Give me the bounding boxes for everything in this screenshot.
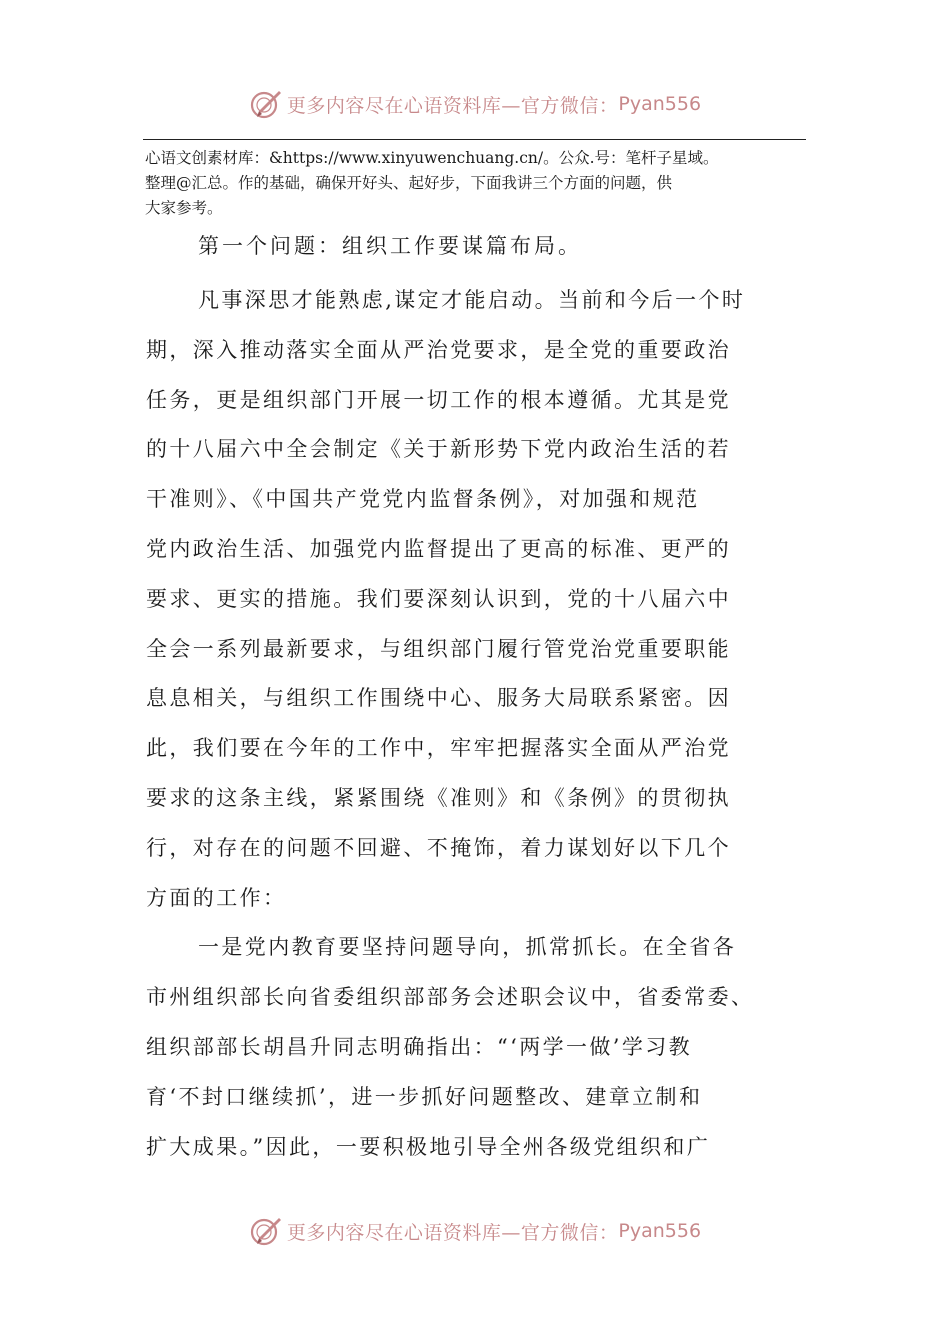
body-line: 行，对存在的问题不回避、不掩饰，着力谋划好以下几个	[146, 835, 731, 860]
body-line: 扩大成果。”因此，一要积极地引导全州各级党组织和广	[146, 1134, 711, 1159]
body-paragraphs	[146, 276, 806, 1172]
footer-banner	[0, 1211, 950, 1251]
body-line: 育‘不封口继续抓’，进一步抓好问题整改、建章立制和	[146, 1084, 703, 1109]
body-line: 任务，更是组织部门开展一切工作的根本遵循。尤其是党	[146, 387, 731, 412]
footer-slogan: 更多内容尽在心语资料库—官方微信：	[286, 1221, 619, 1244]
body-line: 要求、更实的措施。我们要深刻认识到，党的十八届六中	[146, 586, 731, 611]
body-line: 的十八届六中全会制定《关于新形势下党内政治生活的若	[146, 437, 731, 462]
footer-wechat-id: Pyan556	[618, 1220, 702, 1242]
header-banner	[0, 84, 950, 124]
body-line: 息息相关，与组织工作围绕中心、服务大局联系紧密。因	[146, 686, 731, 711]
body-line: 一是党内教育要坚持问题导向，抓常抓长。在全省各	[198, 935, 737, 960]
body-line: 干准则》、《中国共产党党内监督条例》，对加强和规范	[146, 487, 700, 512]
body-line: 市州组织部长向省委组织部部务会述职会议中，省委常委、	[146, 985, 755, 1010]
intro-line: 整理@汇总。作的基础，确保开好头、起好步，下面我讲三个方面的问题，供	[145, 174, 673, 192]
intro-line: 心语文创素材库：&https://www.xinyuwenchuang.cn/。公众.号：笔杆子星域。	[145, 149, 719, 167]
body-line: 凡事深思才能熟虑,谋定才能启动。当前和今后一个时	[198, 288, 746, 312]
body-line: 方面的工作：	[146, 885, 287, 910]
header-slogan: 更多内容尽在心语资料库—官方微信：	[286, 94, 619, 117]
body-line: 党内政治生活、加强党内监督提出了更高的标准、更严的	[146, 536, 731, 561]
header-wechat-id: Pyan556	[618, 93, 702, 115]
section-heading: 第一个问题：组织工作要谋篇布局。	[198, 234, 582, 258]
body-line: 组织部部长胡昌升同志明确指出：“‘两学一做’学习教	[146, 1034, 693, 1059]
pen-seal-icon	[249, 87, 283, 121]
body-line: 期，深入推动落实全面从严治党要求，是全党的重要政治	[146, 337, 731, 362]
intro-paragraph	[145, 146, 810, 221]
body-line: 全会一系列最新要求，与组织部门履行管党治党重要职能	[146, 636, 731, 661]
body-line: 要求的这条主线，紧紧围绕《准则》和《条例》的贯彻执	[146, 785, 731, 810]
intro-line: 大家参考。	[145, 199, 223, 217]
pen-seal-icon	[249, 1214, 283, 1248]
body-line: 此，我们要在今年的工作中，牢牢把握落实全面从严治党	[146, 736, 731, 761]
header-divider	[143, 139, 806, 140]
